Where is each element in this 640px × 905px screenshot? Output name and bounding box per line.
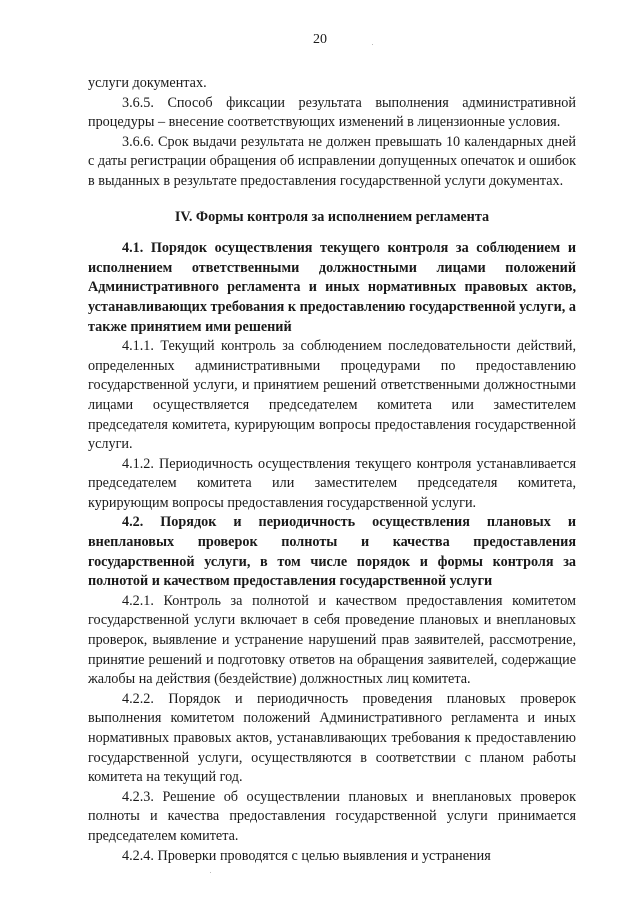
scan-speck [372,44,373,45]
paragraph-4-2-1: 4.2.1. Контроль за полнотой и качеством предоставления комитетом государственной услуги включает в себя проведение плановых и внеплановых проверок, выявление и устранение нарушений прав заявителей, рассмотрение, принятие решений и подготовку ответов на обращения заявителей, содержащие жалобы на действия (бездействие) должностных лиц комитета. [88,592,576,688]
subsection-heading-4-1: 4.1. Порядок осуществления текущего контроля за соблюдением и исполнением ответственными должностными лицами положений Административного регламента и иных нормативных правовых актов, устанавливающих требования к предоставлению государственной услуги, а также принятием ими решений [88,240,576,335]
paragraph-4-2-4: 4.2.4. Проверки проводятся с целью выявления и устранения [122,847,491,864]
paragraph-4-1-1: 4.1.1. Текущий контроль за соблюдением последовательности действий, определенных административными процедурами по предоставлению государственной услуги, и принятием решений ответственными должностными лицами осуществляется председателем комитета или заместителем председателя комитета, курирующим вопросы предоставления государственной услуги. [88,338,576,453]
document-body [88,74,576,866]
paragraph-4-2-2: 4.2.2. Порядок и периодичность проведения плановых проверок выполнения комитетом положений Административного регламента и иных нормативных правовых актов, устанавливающих требования к предоставлению государственной услуги, осуществляются в соответствии с планом работы комитета на текущий год. [88,690,576,786]
subsection-heading-4-2: 4.2. Порядок и периодичность осуществления плановых и внеплановых проверок полноты и качества предоставления государственной услуги, в том числе порядок и формы контроля за полнотой и качеством предоставления государственной услуги [88,514,576,590]
paragraph-3-6-6: 3.6.6. Срок выдачи результата не должен превышать 10 календарных дней с даты регистрации обращения об исправлении допущенных опечаток и ошибок в выданных в результате предоставления государственной услуги документах. [88,133,576,189]
page-number: 20 [313,32,327,47]
section-heading: IV. Формы контроля за исполнением регламента [174,208,490,225]
scan-speck [210,872,211,873]
paragraph-4-1-2: 4.1.2. Периодичность осуществления текущего контроля устанавливается председателем комитета или заместителем председателя комитета, курирующим вопросы предоставления государственной услуги. [88,455,576,511]
paragraph-continuation: услуги документах. [88,75,207,91]
paragraph-3-6-5: 3.6.5. Способ фиксации результата выполнения административной процедуры – внесение соответствующих изменений в лицензионные условия. [88,94,576,131]
paragraph-4-2-3: 4.2.3. Решение об осуществлении плановых и внеплановых проверок полноты и качества предоставления государственной услуги принимается председателем комитета. [88,788,576,844]
